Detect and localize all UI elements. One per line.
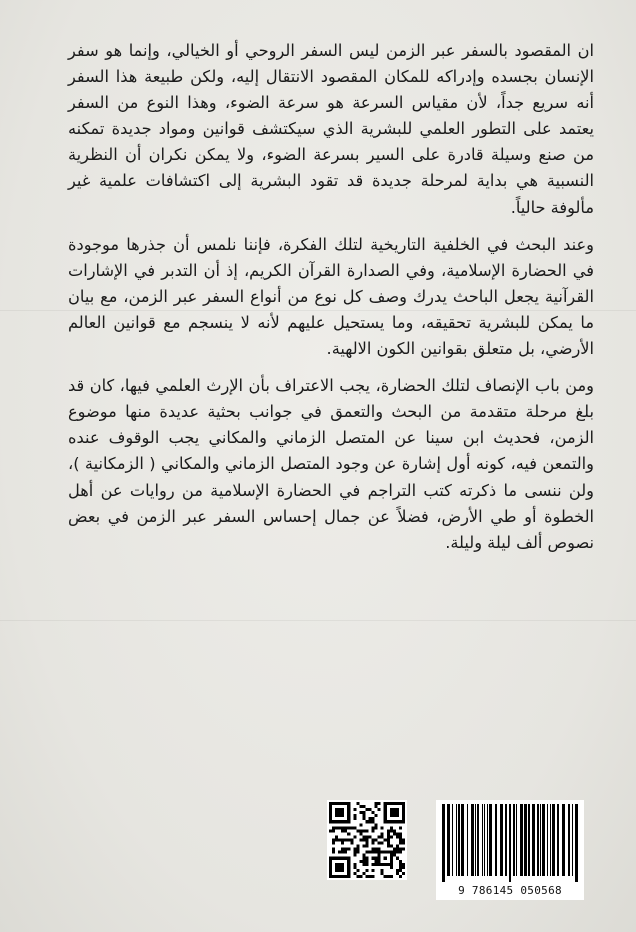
paragraph-2: وعند البحث في الخلفية التاريخية لتلك الفكرة، فإننا نلمس أن جذرها موجودة في الحضارة الإسلامية، وفي الصدارة القرآن الكريم، إذ أن التدبر في الإشارات القرآنية يجعل الباحث يدرك وصف كل نوع من أنواع السفر عبر الزمن، مع بيان ما يمكن للبشرية تحقيقه، وما يستحيل عليهم لأنه لا ينسجم مع قوانين العالم الأرضي، بل متعلق بقوانين الكون الالهية. <box>68 234 594 359</box>
qr-code-icon <box>329 802 405 878</box>
paper-crease <box>0 620 636 621</box>
isbn-number: 9 786145 050568 <box>458 884 562 897</box>
isbn-barcode <box>436 800 584 900</box>
blurb-text <box>68 38 594 567</box>
paragraph-1: ان المقصود بالسفر عبر الزمن ليس السفر الروحي أو الخيالي، وإنما هو سفر الإنسان بجسده وإدراكه للمكان المقصود الانتقال إليه، ولكن طبيعة هذا السفر أنه سريع جداً، لأن مقياس السرعة هو سرعة الضوء، وهذا النوع من السفر يعتمد على التطور العلمي للبشرية الذي سيكتشف قوانين ومواد جديدة تمكنه من صنع وسيلة قادرة على السير بسرعة الضوء، ولا يمكن نكران أن النظرية النسبية هي بداية لمرحلة جديدة قد تقود البشرية إلى اكتشافات علمية غير مألوفة حالياً. <box>68 41 594 217</box>
barcode-icon <box>442 804 578 882</box>
paragraph-3: ومن باب الإنصاف لتلك الحضارة، يجب الاعتراف بأن الإرث العلمي فيها، كان قد بلغ مرحلة متقدمة من البحث والتعمق في جوانب بحثية عديدة منها موضوع الزمن، فحديث ابن سينا عن المتصل الزماني والمكاني يجب الوقوف عنده والتمعن فيه، كونه أول إشارة عن وجود المتصل الزماني والمكاني ( الزمكانية )، ولن ننسى ما ذكرته كتب التراجم في الحضارة الإسلامية من روايات عن أهل الخطوة أو طي الأرض، فضلاً عن جمال إحساس السفر عبر الزمن في بعض نصوص ألف ليلة وليلة. <box>68 376 594 552</box>
qr-code <box>327 800 407 880</box>
